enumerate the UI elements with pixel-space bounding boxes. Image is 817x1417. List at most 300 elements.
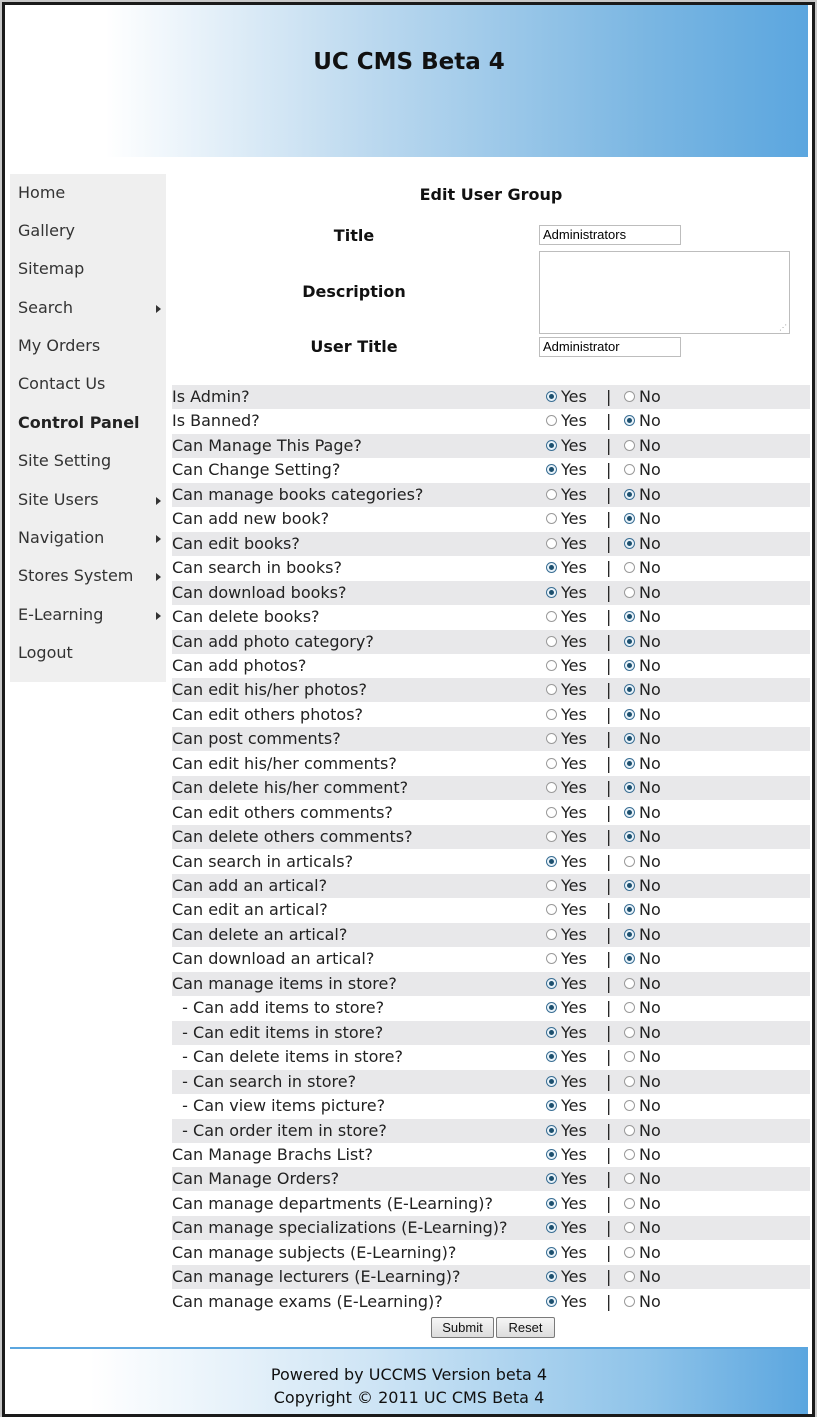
sidebar-item-control-panel[interactable] [10,404,166,442]
no-label[interactable]: No [639,1242,661,1262]
no-radio[interactable] [624,1149,635,1160]
permission-label: Can edit his/her photos? [172,680,367,700]
permission-label: - Can order item in store? [172,1120,387,1140]
permission-row [172,532,810,556]
no-radio[interactable] [624,1051,635,1062]
permission-row [172,1290,810,1314]
radio-separator: | [606,680,612,700]
yes-label[interactable]: Yes [561,973,587,993]
no-radio[interactable] [624,1271,635,1282]
no-radio[interactable] [624,440,635,451]
permission-label: Can add an artical? [172,876,328,895]
yes-radio[interactable] [546,733,557,744]
yes-label[interactable]: Yes [561,1096,587,1115]
no-label[interactable]: No [639,1120,661,1140]
no-radio[interactable] [624,733,635,744]
sidebar-item-site-setting[interactable] [10,442,166,480]
no-label[interactable]: No [639,1071,661,1091]
yes-label[interactable]: Yes [561,827,587,847]
radio-separator: | [606,827,612,847]
footer-copyright: Copyright © 2011 UC CMS Beta 4 [273,1388,545,1407]
yes-radio[interactable] [546,415,557,426]
radio-separator: | [606,1120,612,1140]
yes-label[interactable]: Yes [561,1291,587,1311]
no-label[interactable]: No [639,973,661,993]
description-label: Description [302,282,406,301]
radio-separator: | [606,435,612,455]
permission-row [172,556,810,580]
no-radio[interactable] [624,1173,635,1184]
permission-label: Can edit an artical? [172,900,328,920]
no-radio[interactable] [624,684,635,695]
yes-label[interactable]: Yes [561,509,587,529]
no-radio[interactable] [624,1027,635,1038]
permission-row [172,483,810,507]
permission-label: - Can search in store? [172,1071,357,1091]
yes-label[interactable]: Yes [561,998,587,1018]
yes-radio[interactable] [546,904,557,915]
yes-label[interactable]: Yes [561,1267,587,1287]
yes-radio[interactable] [546,538,557,549]
yes-label[interactable]: Yes [561,680,587,700]
form-heading: Edit User Group [419,185,563,204]
no-radio[interactable] [624,1002,635,1013]
reset-button[interactable]: Reset [496,1317,555,1338]
no-label[interactable]: No [639,680,661,700]
permission-row [172,801,810,825]
radio-separator: | [606,1022,612,1042]
yes-label[interactable]: Yes [561,1169,587,1189]
permission-label: Can manage lecturers (E-Learning)? [172,1267,461,1287]
no-label[interactable]: No [639,753,661,773]
yes-label[interactable]: Yes [561,1193,587,1213]
radio-separator: | [606,509,612,529]
radio-separator: | [606,656,612,675]
no-label[interactable]: No [639,1169,661,1189]
no-label[interactable]: No [639,851,661,871]
yes-radio[interactable] [546,391,557,402]
permission-label: Can Manage This Page? [172,435,362,455]
permission-label: Can delete others comments? [172,827,413,847]
permission-row [172,1241,810,1265]
no-label[interactable]: No [639,704,661,724]
permission-label: Can manage items in store? [172,973,397,993]
permission-label: Can edit others photos? [172,704,364,724]
no-radio[interactable] [624,660,635,671]
no-radio[interactable] [624,1125,635,1136]
no-radio[interactable] [624,1198,635,1209]
yes-label[interactable]: Yes [561,387,587,406]
no-label[interactable]: No [639,1096,661,1115]
yes-radio[interactable] [546,1222,557,1233]
submit-button[interactable]: Submit [431,1317,494,1338]
no-label[interactable]: No [639,1144,661,1164]
permission-row [172,825,810,849]
no-radio[interactable] [624,758,635,769]
yes-label[interactable]: Yes [561,924,587,944]
permission-row [172,1265,810,1289]
permission-row [172,947,810,971]
yes-radio[interactable] [546,1149,557,1160]
no-radio[interactable] [624,831,635,842]
permission-row [172,1143,810,1167]
sidebar-item-label: Stores System [18,566,134,585]
permission-row [172,776,810,800]
radio-separator: | [606,460,612,480]
no-radio[interactable] [624,953,635,964]
permission-row [172,654,810,678]
radio-separator: | [606,729,612,749]
yes-radio[interactable] [546,929,557,940]
no-radio[interactable] [624,415,635,426]
no-label[interactable]: No [639,656,661,675]
footer-powered-by: Powered by UCCMS Version beta 4 [270,1365,548,1384]
no-label[interactable]: No [639,1267,661,1287]
permission-label: Is Admin? [172,387,250,406]
sidebar-item-e-learning[interactable] [10,596,166,634]
sidebar-item-label: Search [18,298,73,317]
no-radio[interactable] [624,807,635,818]
yes-radio[interactable] [546,1271,557,1282]
permission-label: Can Manage Brachs List? [172,1144,374,1164]
submenu-arrow-icon [156,573,161,581]
yes-label[interactable]: Yes [561,1120,587,1140]
radio-separator: | [606,1144,612,1164]
yes-radio[interactable] [546,684,557,695]
permission-row [172,678,810,702]
permission-row [172,1119,810,1143]
yes-radio[interactable] [546,636,557,647]
radio-separator: | [606,949,612,969]
radio-separator: | [606,924,612,944]
radio-separator: | [606,1218,612,1238]
permission-row [172,972,810,996]
yes-label[interactable]: Yes [561,949,587,969]
no-radio[interactable] [624,391,635,402]
yes-radio[interactable] [546,587,557,598]
permission-row [172,507,810,531]
no-label[interactable]: No [639,411,661,431]
no-radio[interactable] [624,709,635,720]
permission-label: Can manage books categories? [172,484,424,504]
radio-separator: | [606,876,612,895]
yes-label[interactable]: Yes [561,582,587,602]
no-radio[interactable] [624,1247,635,1258]
no-label[interactable]: No [639,607,661,626]
no-label[interactable]: No [639,949,661,969]
no-radio[interactable] [624,513,635,524]
radio-separator: | [606,631,612,651]
yes-radio[interactable] [546,489,557,500]
sidebar-nav [10,174,166,682]
radio-separator: | [606,607,612,626]
permission-label: Can delete books? [172,607,320,626]
yes-label[interactable]: Yes [561,1218,587,1238]
no-label[interactable]: No [639,827,661,847]
radio-separator: | [606,1169,612,1189]
sidebar-item-my-orders[interactable] [10,327,166,365]
sidebar-item-label: My Orders [18,336,101,355]
yes-radio[interactable] [546,880,557,891]
radio-separator: | [606,387,612,406]
permission-label: Can manage specializations (E-Learning)? [172,1218,508,1238]
yes-label[interactable]: Yes [561,778,587,798]
permission-row [172,605,810,629]
no-label[interactable]: No [639,876,661,895]
no-label[interactable]: No [639,1218,661,1238]
radio-separator: | [606,558,612,578]
sidebar-item-label: Home [18,183,66,202]
yes-label[interactable]: Yes [561,1047,587,1067]
permission-row [172,703,810,727]
no-radio[interactable] [624,1076,635,1087]
no-radio[interactable] [624,904,635,915]
page-container [2,2,815,1417]
radio-separator: | [606,704,612,724]
radio-separator: | [606,533,612,553]
no-radio[interactable] [624,636,635,647]
title-label: Title [333,226,375,245]
yes-label[interactable]: Yes [561,656,587,675]
yes-radio[interactable] [546,464,557,475]
permission-label: Can download books? [172,582,347,602]
no-label[interactable]: No [639,484,661,504]
permission-row [172,581,810,605]
sidebar-item-sitemap[interactable] [10,250,166,288]
sidebar-item-label: Contact Us [18,374,106,393]
yes-label[interactable]: Yes [561,900,587,920]
user-title-label: User Title [310,337,398,356]
permission-label: - Can delete items in store? [172,1047,403,1067]
permission-row [172,434,810,458]
radio-separator: | [606,1242,612,1262]
radio-separator: | [606,1047,612,1067]
permission-label: - Can add items to store? [172,998,385,1018]
yes-label[interactable]: Yes [561,1144,587,1164]
permission-row [172,850,810,874]
no-radio[interactable] [624,1296,635,1307]
permission-label: Can manage departments (E-Learning)? [172,1193,494,1213]
yes-radio[interactable] [546,831,557,842]
site-title: UC CMS Beta 4 [313,49,505,75]
yes-label[interactable]: Yes [561,876,587,895]
no-radio[interactable] [624,929,635,940]
yes-radio[interactable] [546,513,557,524]
no-radio[interactable] [624,587,635,598]
yes-radio[interactable] [546,440,557,451]
yes-label[interactable]: Yes [561,558,587,578]
permission-label: Can manage subjects (E-Learning)? [172,1242,457,1262]
permission-row [172,923,810,947]
radio-separator: | [606,900,612,920]
no-radio[interactable] [624,562,635,573]
no-label[interactable]: No [639,1022,661,1042]
yes-radio[interactable] [546,1051,557,1062]
no-radio[interactable] [624,538,635,549]
yes-label[interactable]: Yes [561,851,587,871]
submenu-arrow-icon [156,305,161,313]
no-label[interactable]: No [639,924,661,944]
no-radio[interactable] [624,1222,635,1233]
site-footer [10,1347,808,1417]
permission-label: Can manage exams (E-Learning)? [172,1291,443,1311]
no-label[interactable]: No [639,998,661,1018]
no-label[interactable]: No [639,509,661,529]
no-label[interactable]: No [639,778,661,798]
sidebar-item-stores-system[interactable] [10,557,166,595]
permission-row [172,458,810,482]
radio-separator: | [606,973,612,993]
permission-label: Can download an artical? [172,949,375,969]
no-radio[interactable] [624,782,635,793]
yes-radio[interactable] [546,1198,557,1209]
yes-radio[interactable] [546,709,557,720]
permission-label: Can edit books? [172,533,300,553]
radio-separator: | [606,998,612,1018]
yes-radio[interactable] [546,782,557,793]
permission-row [172,727,810,751]
permission-row [172,630,810,654]
no-radio[interactable] [624,489,635,500]
permission-row [172,1021,810,1045]
yes-radio[interactable] [546,1173,557,1184]
yes-label[interactable]: Yes [561,802,587,822]
resize-grip-icon: ⋰ [779,323,787,332]
sidebar-item-site-users[interactable] [10,481,166,519]
sidebar-item-home[interactable] [10,174,166,212]
permission-label: Can Change Setting? [172,460,341,480]
yes-label[interactable]: Yes [561,1022,587,1042]
yes-radio[interactable] [546,1296,557,1307]
permission-label: Can delete his/her comment? [172,778,409,798]
yes-radio[interactable] [546,1002,557,1013]
no-radio[interactable] [624,611,635,622]
permission-label: - Can view items picture? [172,1096,386,1115]
yes-radio[interactable] [546,562,557,573]
yes-radio[interactable] [546,1247,557,1258]
no-label[interactable]: No [639,1047,661,1067]
no-radio[interactable] [624,1100,635,1111]
title-input[interactable]: Administrators [539,225,681,245]
yes-radio[interactable] [546,953,557,964]
yes-label[interactable]: Yes [561,460,587,480]
permission-row [172,1094,810,1118]
no-label[interactable]: No [639,1291,661,1311]
permission-row [172,996,810,1020]
yes-label[interactable]: Yes [561,435,587,455]
yes-radio[interactable] [546,807,557,818]
yes-radio[interactable] [546,1125,557,1136]
no-label[interactable]: No [639,533,661,553]
yes-label[interactable]: Yes [561,533,587,553]
radio-separator: | [606,851,612,871]
no-label[interactable]: No [639,460,661,480]
permission-row [172,874,810,898]
permission-row [172,1045,810,1069]
permission-label: Can delete an artical? [172,924,348,944]
permission-label: Can post comments? [172,729,341,749]
permission-label: Can add new book? [172,509,330,529]
no-label[interactable]: No [639,631,661,651]
no-label[interactable]: No [639,558,661,578]
sidebar-item-label: Logout [18,643,73,662]
permission-label: Can edit others comments? [172,802,393,822]
permission-label: Can search in books? [172,558,342,578]
permission-row [172,1167,810,1191]
yes-radio[interactable] [546,660,557,671]
yes-radio[interactable] [546,611,557,622]
sidebar-item-label: E-Learning [18,605,104,624]
no-radio[interactable] [624,856,635,867]
sidebar-item-gallery[interactable] [10,212,166,250]
yes-label[interactable]: Yes [561,1242,587,1262]
yes-label[interactable]: Yes [561,411,587,431]
yes-label[interactable]: Yes [561,1071,587,1091]
permission-label: Can add photos? [172,656,307,675]
sidebar-item-label: Control Panel [18,413,140,432]
sidebar-item-navigation[interactable] [10,519,166,557]
no-radio[interactable] [624,978,635,989]
permission-label: - Can edit items in store? [172,1022,384,1042]
permission-row [172,752,810,776]
radio-separator: | [606,484,612,504]
radio-separator: | [606,778,612,798]
submenu-arrow-icon [156,535,161,543]
yes-label[interactable]: Yes [561,631,587,651]
radio-separator: | [606,582,612,602]
no-radio[interactable] [624,464,635,475]
yes-label[interactable]: Yes [561,607,587,626]
permission-row [172,385,810,409]
no-label[interactable]: No [639,900,661,920]
permission-row [172,1192,810,1216]
yes-radio[interactable] [546,1027,557,1038]
yes-radio[interactable] [546,758,557,769]
no-radio[interactable] [624,880,635,891]
sidebar-item-logout[interactable] [10,634,166,672]
no-label[interactable]: No [639,729,661,749]
yes-label[interactable]: Yes [561,484,587,504]
yes-label[interactable]: Yes [561,704,587,724]
sidebar-item-contact-us[interactable] [10,365,166,403]
permission-label: Can edit his/her comments? [172,753,397,773]
yes-radio[interactable] [546,856,557,867]
no-label[interactable]: No [639,1193,661,1213]
permission-label: Can search in articals? [172,851,354,871]
main-content [172,5,810,1345]
no-label[interactable]: No [639,802,661,822]
permission-row [172,898,810,922]
no-label[interactable]: No [639,387,661,406]
sidebar-item-label: Site Setting [18,451,112,470]
description-textarea[interactable] [539,251,790,334]
permission-row [172,1216,810,1240]
radio-separator: | [606,802,612,822]
yes-radio[interactable] [546,1100,557,1111]
user-title-input[interactable]: Administrator [539,337,681,357]
permission-row [172,1070,810,1094]
yes-label[interactable]: Yes [561,753,587,773]
permission-label: Can add photo category? [172,631,374,651]
yes-radio[interactable] [546,1076,557,1087]
radio-separator: | [606,1071,612,1091]
submenu-arrow-icon [156,612,161,620]
no-label[interactable]: No [639,582,661,602]
yes-radio[interactable] [546,978,557,989]
yes-label[interactable]: Yes [561,729,587,749]
sidebar-item-search[interactable] [10,289,166,327]
no-label[interactable]: No [639,435,661,455]
